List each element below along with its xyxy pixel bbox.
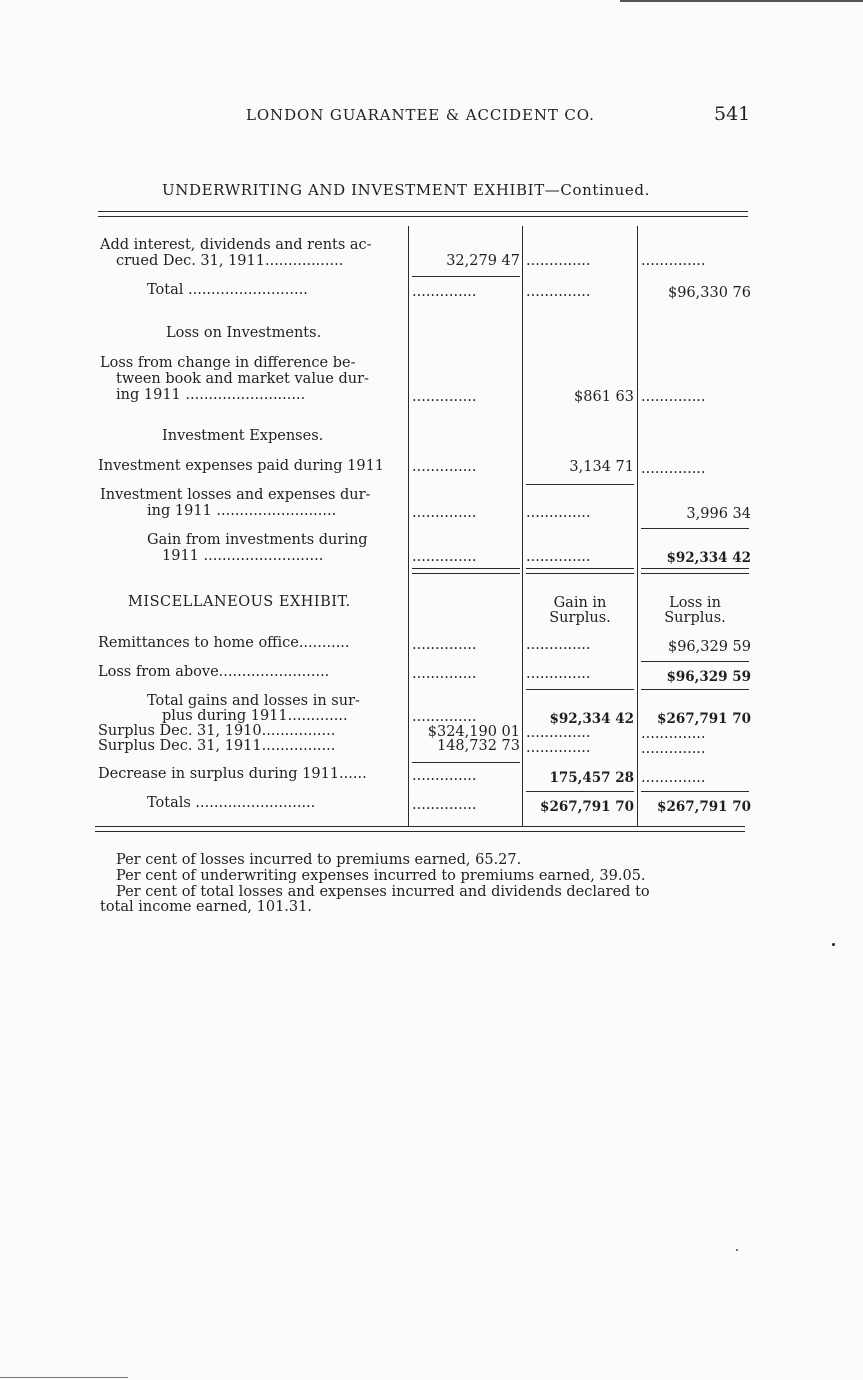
table-top-rule: [98, 211, 748, 217]
loss-change-col3: ..............: [641, 390, 706, 405]
surplus-1910-col3: ..............: [641, 727, 706, 742]
gain-investments-col3: $92,334 42: [666, 550, 751, 566]
underline-decrease-col3: [641, 791, 749, 792]
total-gains-losses-line2: plus during 1911.............: [162, 709, 348, 724]
remittances-col3: $96,329 59: [667, 639, 751, 655]
total-gains-losses-col2: $92,334 42: [549, 711, 634, 727]
interest-col1: 32,279 47: [446, 253, 520, 269]
underline-loss-above-col3: [641, 689, 749, 690]
underline-interest-col1: [412, 276, 520, 277]
misc-exhibit-heading: MISCELLANEOUS EXHIBIT.: [128, 594, 351, 610]
surplus-1911-col1: 148,732 73: [436, 738, 520, 754]
footnote-total-losses-line1: Per cent of total losses and expenses incurred and dividends declared to: [116, 884, 650, 900]
loss-change-line2: tween book and market value dur-: [116, 371, 369, 387]
double-rule-col2: [526, 568, 634, 574]
col-header-gain-line1: Gain in: [553, 595, 607, 611]
loss-above-col3: $96,329 59: [666, 669, 751, 685]
double-rule-col3: [641, 568, 749, 574]
loss-above-col2: ..............: [526, 667, 591, 682]
surplus-1911-col2: ..............: [526, 741, 591, 756]
underline-inv-losses-col3: [641, 528, 749, 529]
total-gains-losses-line1: Total gains and losses in sur-: [147, 693, 360, 709]
total-gains-losses-col1: ..............: [412, 710, 477, 725]
decrease-label: Decrease in surplus during 1911......: [98, 767, 367, 782]
surplus-1910-label: Surplus Dec. 31, 1910................: [98, 724, 336, 739]
underline-remittances-col3: [641, 661, 749, 662]
scan-speck: [832, 943, 835, 946]
interest-label-line1: Add interest, dividends and rents ac-: [100, 237, 372, 253]
underline-surplus-col1: [412, 762, 520, 763]
total-col1: ..............: [412, 285, 477, 300]
gain-investments-line2: 1911 ..........................: [162, 549, 324, 564]
underline-loss-above-col2: [526, 689, 634, 690]
col-header-loss-line1: Loss in: [669, 595, 721, 611]
column-divider-1: [408, 226, 409, 826]
running-title: LONDON GUARANTEE & ACCIDENT CO.: [246, 106, 595, 124]
totals-col3: $267,791 70: [657, 799, 751, 815]
exhibit-title: UNDERWRITING AND INVESTMENT EXHIBIT—Continued.: [162, 181, 650, 199]
scan-speck: [736, 1249, 738, 1251]
page-number: 541: [714, 103, 751, 125]
loss-change-line1: Loss from change in difference be-: [100, 355, 356, 371]
total-gains-losses-col3: $267,791 70: [657, 711, 751, 727]
total-col2: ..............: [526, 285, 591, 300]
inv-exp-paid-label: Investment expenses paid during 1911: [98, 458, 385, 474]
table-bottom-rule: [95, 826, 745, 832]
inv-exp-paid-col2: 3,134 71: [569, 459, 634, 475]
col-header-gain-line2: Surplus.: [549, 610, 611, 626]
loss-change-line3: ing 1911 ..........................: [116, 388, 306, 403]
inv-losses-line2: ing 1911 ..........................: [147, 504, 337, 519]
footnote-losses-premiums: Per cent of losses incurred to premiums earned, 65.27.: [116, 852, 522, 868]
remittances-col1: ..............: [412, 638, 477, 653]
totals-col1: ..............: [412, 798, 477, 813]
inv-losses-col3: 3,996 34: [686, 506, 751, 522]
totals-col2: $267,791 70: [540, 799, 634, 815]
interest-label-line2: crued Dec. 31, 1911.................: [116, 254, 344, 269]
investment-expenses-heading: Investment Expenses.: [162, 428, 324, 444]
col-header-loss-line2: Surplus.: [664, 610, 726, 626]
remittances-label: Remittances to home office...........: [98, 636, 350, 651]
gain-investments-line1: Gain from investments during: [147, 532, 368, 548]
decrease-col1: ..............: [412, 769, 477, 784]
interest-col3: ..............: [641, 254, 706, 269]
double-rule-col1: [412, 568, 520, 574]
gain-investments-col1: ..............: [412, 550, 477, 565]
loss-change-col2: $861 63: [574, 389, 634, 405]
loss-above-label: Loss from above........................: [98, 665, 330, 680]
total-label: Total ..........................: [147, 283, 308, 298]
scan-edge-rule: [620, 0, 863, 2]
inv-exp-paid-col3: ..............: [641, 462, 706, 477]
loss-change-col1: ..............: [412, 390, 477, 405]
loss-above-col1: ..............: [412, 667, 477, 682]
gain-investments-col2: ..............: [526, 550, 591, 565]
column-divider-3: [637, 226, 638, 826]
underline-decrease-col2: [526, 791, 634, 792]
surplus-1910-col1: $324,190 01: [427, 724, 520, 740]
decrease-col3: ..............: [641, 771, 706, 786]
surplus-1910-col2: ..............: [526, 726, 591, 741]
underline-inv-exp-col2: [526, 484, 634, 485]
loss-on-investments-heading: Loss on Investments.: [166, 325, 322, 341]
remittances-col2: ..............: [526, 638, 591, 653]
footnote-total-losses-line2: total income earned, 101.31.: [100, 899, 312, 915]
surplus-1911-label: Surplus Dec. 31, 1911................: [98, 739, 336, 754]
inv-losses-col2: ..............: [526, 506, 591, 521]
surplus-1911-col3: ..............: [641, 742, 706, 757]
column-divider-2: [522, 226, 523, 826]
total-col3: $96,330 76: [667, 285, 751, 301]
inv-losses-col1: ..............: [412, 506, 477, 521]
footnote-underwriting-expenses: Per cent of underwriting expenses incurred to premiums earned, 39.05.: [116, 868, 646, 884]
interest-col2: ..............: [526, 254, 591, 269]
inv-exp-paid-col1: ..............: [412, 460, 477, 475]
totals-label: Totals ..........................: [147, 796, 316, 811]
inv-losses-line1: Investment losses and expenses dur-: [100, 487, 371, 503]
scan-edge-rule-bottom: [0, 1377, 128, 1378]
decrease-col2: 175,457 28: [549, 770, 634, 786]
